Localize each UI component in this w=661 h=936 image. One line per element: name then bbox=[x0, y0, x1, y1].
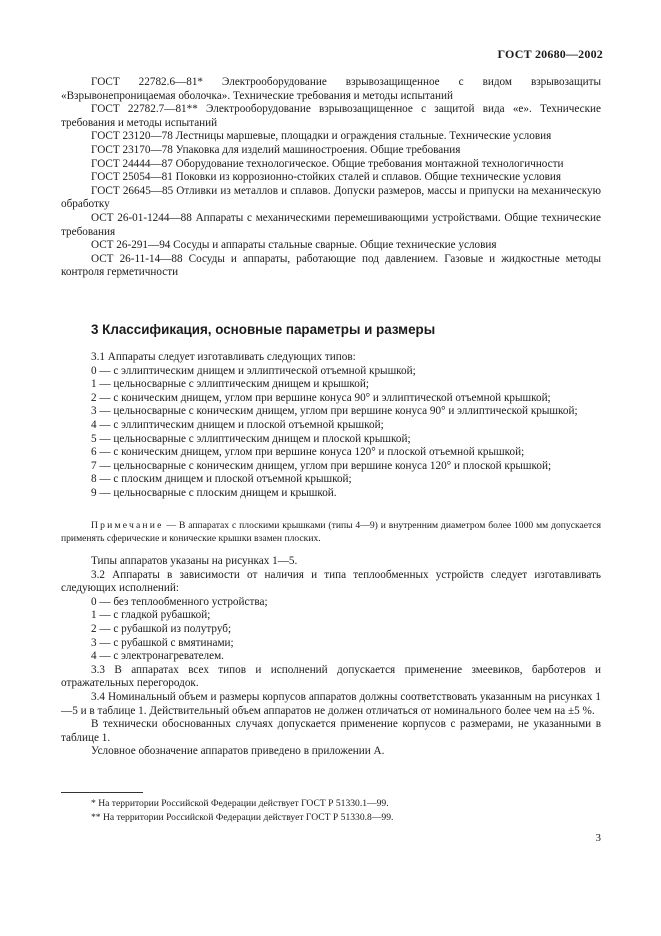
type-item: 9 — цельносварные с плоским днищем и крышкой. bbox=[91, 486, 337, 499]
clause-3-1 bbox=[61, 351, 601, 501]
clause-3-3: 3.3 В аппаратах всех типов и исполнений допускается применение змеевиков, барботеров и отражательных перегородок. bbox=[61, 663, 601, 690]
clause-3-2-to-3-4 bbox=[61, 555, 601, 759]
type-item: 8 — с плоским днищем и плоской отъемной крышкой; bbox=[91, 473, 352, 486]
type-item: 3 — цельносварные с коническим днищем, углом при вершине конуса 90° и эллиптической крышкой; bbox=[91, 405, 578, 418]
type-item: 2 — с коническим днищем, углом при вершине конуса 90° и эллиптической отъемной крышкой; bbox=[91, 391, 551, 404]
type-item: 0 — с эллиптическим днищем и эллиптической отъемной крышкой; bbox=[91, 364, 416, 377]
clause-note: В технически обоснованных случаях допускается применение корпусов с размерами, не указанными в таблице 1. bbox=[61, 718, 601, 744]
footnote: ** На территории Российской Федерации действует ГОСТ Р 51330.8—99. bbox=[91, 812, 394, 823]
note-label: Примечание bbox=[91, 520, 164, 531]
type-item: 7 — цельносварные с коническим днищем, углом при вершине конуса 120° и плоской крышкой; bbox=[91, 459, 552, 472]
reference-item: ГОСТ 25054—81 Поковки из коррозионно-стойких сталей и сплавов. Общие технические условия bbox=[91, 171, 562, 184]
clause-3-4: 3.4 Номинальный объем и размеры корпусов аппаратов должны соответствовать указанным на рисунках 1—5 и в таблице 1. Действительный объем аппаратов не должен отличаться от номинального более чем на ±5 %. bbox=[61, 690, 601, 717]
types-reference: Типы аппаратов указаны на рисунках 1—5. bbox=[91, 555, 298, 567]
version-item: 0 — без теплообменного устройства; bbox=[91, 595, 268, 608]
note-text: — В аппаратах с плоскими крышками (типы 4—9) и внутренним диаметром более 1000 мм допускается применять сферические и конические крышки взамен плоских. bbox=[61, 520, 601, 545]
normative-references-list bbox=[61, 76, 601, 280]
reference-item: ОСТ 26-01-1244—88 Аппараты с механическими перемешивающими устройствами. Общие технические требования bbox=[61, 211, 601, 238]
version-item: 1 — с гладкой рубашкой; bbox=[91, 609, 211, 622]
reference-item: ГОСТ 24444—87 Оборудование технологическое. Общие требования монтажной технологичности bbox=[91, 157, 564, 170]
type-item: 4 — с эллиптическим днищем и плоской отъемной крышкой; bbox=[91, 418, 384, 431]
reference-item: ОСТ 26-11-14—88 Сосуды и аппараты, работающие под давлением. Газовые и жидкостные методы контроля герметичности bbox=[61, 252, 601, 279]
section-heading: 3 Классификация, основные параметры и размеры bbox=[91, 322, 436, 337]
reference-item: ГОСТ 23170—78 Упаковка для изделий машиностроения. Общие требования bbox=[91, 143, 461, 156]
reference-item: ГОСТ 22782.6—81* Электрооборудование взрывозащищенное с видом взрывозащиты «Взрывонепроницаемая оболочка». Технические требования и методы испытаний bbox=[61, 76, 601, 102]
reference-item: ГОСТ 22782.7—81** Электрооборудование взрывозащищенное с защитой вида «е». Технические требования и методы испытаний bbox=[61, 103, 601, 129]
page-number: 3 bbox=[595, 832, 601, 844]
version-item: 2 — с рубашкой из полутруб; bbox=[91, 622, 232, 635]
footnote-divider bbox=[61, 792, 143, 793]
clause-intro: 3.1 Аппараты следует изготавливать следующих типов: bbox=[91, 351, 356, 363]
type-item: 6 — с коническим днищем, углом при вершине конуса 120° и плоской отъемной крышкой; bbox=[91, 446, 525, 459]
reference-item: ГОСТ 26645—85 Отливки из металлов и сплавов. Допуски размеров, массы и припуски на механическую обработку bbox=[61, 184, 601, 211]
reference-item: ГОСТ 23120—78 Лестницы маршевые, площадки и ограждения стальные. Технические условия bbox=[91, 130, 552, 143]
clause-intro: 3.2 Аппараты в зависимости от наличия и типа теплообменных устройств следует изготавливать следующих исполнений: bbox=[61, 568, 601, 595]
document-code-header: ГОСТ 20680—2002 bbox=[497, 47, 603, 61]
footnote: * На территории Российской Федерации действует ГОСТ Р 51330.1—99. bbox=[91, 798, 389, 809]
note-paragraph bbox=[61, 519, 601, 545]
designation-reference: Условное обозначение аппаратов приведено в приложении А. bbox=[91, 745, 385, 758]
type-item: 5 — цельносварные с эллиптическим днищем и плоской крышкой; bbox=[91, 432, 411, 445]
type-item: 1 — цельносварные с эллиптическим днищем и крышкой; bbox=[91, 378, 369, 391]
reference-item: ОСТ 26-291—94 Сосуды и аппараты стальные сварные. Общие технические условия bbox=[91, 239, 497, 252]
version-item: 3 — с рубашкой с вмятинами; bbox=[91, 636, 234, 649]
version-item: 4 — с электронагревателем. bbox=[91, 650, 224, 663]
